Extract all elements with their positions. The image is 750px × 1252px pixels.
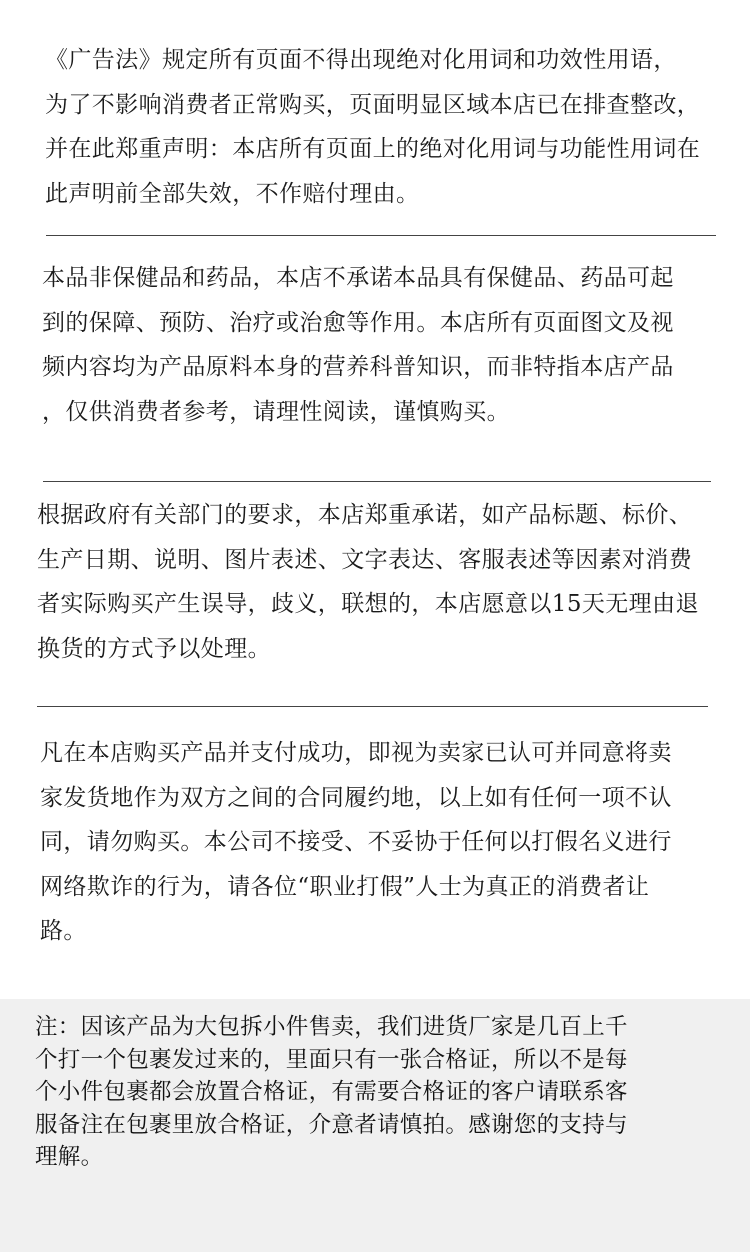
ad-law-disclaimer: 《广告法》规定所有页面不得出现绝对化用词和功效性用语， 为了不影响消费者正常购买，页面明显区域本店已在排查整改， 并在此郑重声明：本店所有页面上的绝对化用词与功能性用词在 此声明前全部失效，不作赔付理由。 bbox=[45, 47, 701, 207]
divider bbox=[46, 235, 716, 236]
certificate-notice-box bbox=[0, 999, 750, 1252]
health-product-disclaimer: 本品非保健品和药品，本店不承诺本品具有保健品、药品可起 到的保障、预防、治疗或治愈等作用。本店所有页面图文及视 频内容均为产品原料本身的营养科普知识，而非特指本店产品 ，仅供消费者参考，请理性阅读，谨慎购买。 bbox=[42, 265, 674, 425]
divider bbox=[37, 706, 708, 707]
purchase-agreement-statement: 凡在本店购买产品并支付成功，即视为卖家已认可并同意将卖 家发货地作为双方之间的合同履约地，以上如有任何一项不认 同，请勿购买。本公司不接受、不妥协于任何以打假名义进行 网络欺诈的行为，请各位“职业打假”人士为真正的消费者让 路。 bbox=[40, 740, 672, 944]
certificate-notice-text: 注：因该产品为大包拆小件售卖，我们进货厂家是几百上千 个打一个包裹发过来的，里面只有一张合格证，所以不是每 个小件包裹都会放置合格证，有需要合格证的客户请联系客 服备注在包裹里放合格证，介意者请慎拍。感谢您的支持与 理解。 bbox=[35, 1014, 628, 1170]
return-policy-statement: 根据政府有关部门的要求，本店郑重承诺，如产品标题、标价、 生产日期、说明、图片表述、文字表达、客服表述等因素对消费 者实际购买产生误导，歧义，联想的，本店愿意以15天无理由退 换货的方式予以处理。 bbox=[37, 502, 699, 662]
divider bbox=[43, 481, 711, 482]
